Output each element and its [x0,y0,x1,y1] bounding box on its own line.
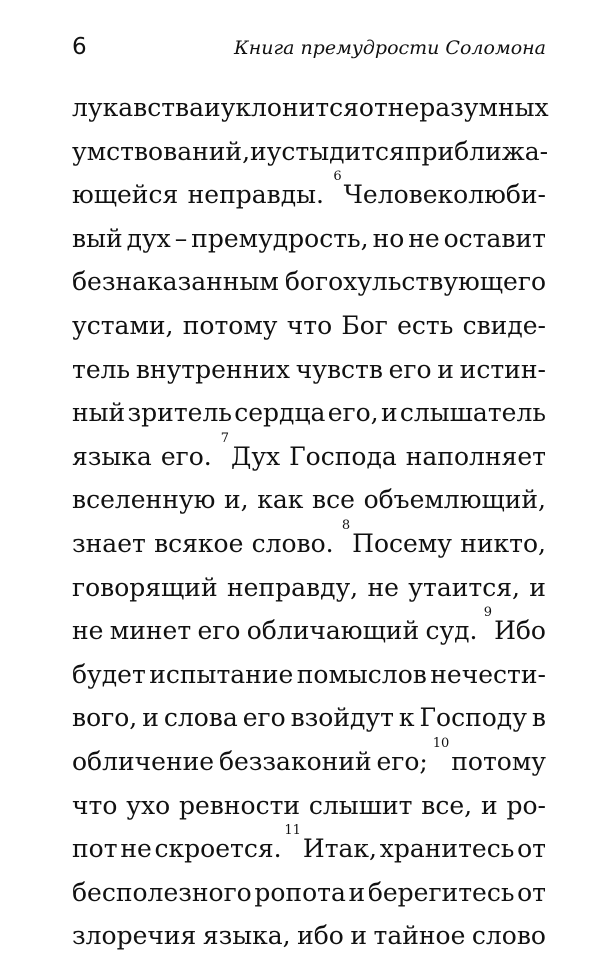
page-header [72,34,546,70]
word: наполняет [405,441,546,471]
word: Господу [419,703,527,733]
word: тайное [373,921,466,951]
word: не [120,834,152,864]
text-line [72,871,546,915]
word: говорящий [72,572,218,602]
word: оставит [443,223,546,253]
word: его [242,703,286,733]
word: но [372,223,405,253]
body-text [72,86,549,958]
word: его [197,616,241,646]
word: обличение [72,746,215,776]
word: ревности [178,790,301,820]
text-line [72,823,546,871]
word: безнаказанным [72,267,279,297]
text-line [72,735,546,784]
verse-number: 10 [432,735,450,751]
word: не [367,572,399,602]
word: не [408,223,440,253]
word: испытание [149,659,294,689]
word: слово [471,921,546,951]
word: от [517,877,546,907]
word: обличающий [246,616,420,646]
word: злоречия [72,921,197,951]
word: от [517,834,546,864]
word: истин- [459,354,546,384]
word: языка, [202,921,291,951]
verse-number: 6 [333,169,342,185]
word: тель [72,354,131,384]
word: слышит [308,790,413,820]
word: знает [72,528,146,558]
word: и [480,790,498,820]
word: неправду, [226,572,359,602]
text-line [72,478,546,522]
word: ухо [126,790,171,820]
page-number: 6 [72,34,87,60]
word: и [380,398,398,428]
word: что [286,310,333,340]
text-line [72,304,546,348]
word: ибо [297,921,344,951]
word: не [72,616,104,646]
word: Господа [289,441,397,471]
text-line [72,430,546,479]
word: $^{11}$Итак, [284,823,377,864]
word: лукавства [72,93,205,122]
word: как [257,485,304,515]
word: устами, [72,310,174,340]
word: неправды. [187,180,324,210]
text-line [72,696,546,740]
word: будет [72,659,146,689]
word: дух [126,223,171,253]
word: – [174,223,188,253]
text-line [72,217,546,261]
word: потому [182,310,278,340]
word: и [142,703,159,733]
word: никто, [460,528,546,558]
word: и [250,136,267,166]
text-line [72,86,549,130]
word: бесполезного [72,877,252,907]
word: беззаконий [218,746,372,776]
text-line [72,169,546,217]
word: к [398,703,415,733]
verse-number: 9 [483,605,493,621]
word: в [531,703,546,733]
text-line [72,605,546,653]
word: и [348,877,366,907]
word: все, [421,790,473,820]
word: языка [72,441,152,471]
word: берегитесь [367,877,515,907]
word: $^9$Ибо [483,605,546,646]
word: и, [224,485,249,515]
word: слова [163,703,238,733]
word: слово. [251,528,334,558]
text-line [72,517,546,566]
word: утаится, [408,572,520,602]
word: и [204,93,221,122]
text-line [72,653,546,697]
verse-number: 7 [220,430,229,446]
word: его; [376,746,428,776]
word: свиде- [462,310,546,340]
word: $^{10}$потому [432,735,546,776]
text-line [72,130,549,174]
word: чувств [295,354,383,384]
word: ющейся [72,180,179,210]
text-line [72,391,546,435]
text-line [72,914,546,958]
word: приближа- [404,136,549,166]
word: его. [160,441,212,471]
word: и [529,572,546,602]
word: зритель [127,398,232,428]
word: неразумных [387,93,549,122]
word: устыдится [266,136,405,166]
word: вого, [72,703,138,733]
word: хранитесь [379,834,515,864]
word: умствований, [72,136,251,166]
text-line [72,260,546,304]
word: нечести- [430,659,546,689]
word: всякое [154,528,244,558]
word: взойдут [290,703,394,733]
word: есть [397,310,454,340]
word: Бог [341,310,388,340]
word: слышатель [399,398,546,428]
word: скроется. [154,834,282,864]
verse-number: 8 [341,517,351,533]
word: вый [72,223,123,253]
word: и [350,921,368,951]
word: помыслов [296,659,427,689]
word: объемлющий, [363,485,546,515]
running-title: Книга премудрости Соломона [234,37,546,59]
text-line [72,566,546,610]
word: $^8$Посему [341,517,452,558]
word: его [388,354,432,384]
word: минет [109,616,192,646]
word: $^6$Человеколюби- [333,169,546,210]
verse-number: 11 [284,823,301,839]
word: пот [72,834,118,864]
text-line [72,348,546,392]
word: что [72,790,118,820]
word: все [312,485,355,515]
word: премудрость, [191,223,369,253]
word: вселенную [72,485,216,515]
word: от [358,93,388,122]
word: $^7$Дух [220,430,281,471]
word: уклонится [220,93,359,122]
word: ро- [506,790,546,820]
word: и [437,354,454,384]
word: внутренних [135,354,290,384]
word: его, [327,398,379,428]
word: богохульствующего [284,267,546,297]
word: сердца [234,398,326,428]
word: ропота [254,877,346,907]
text-line [72,784,546,828]
word: ный [72,398,126,428]
word: суд. [425,616,478,646]
